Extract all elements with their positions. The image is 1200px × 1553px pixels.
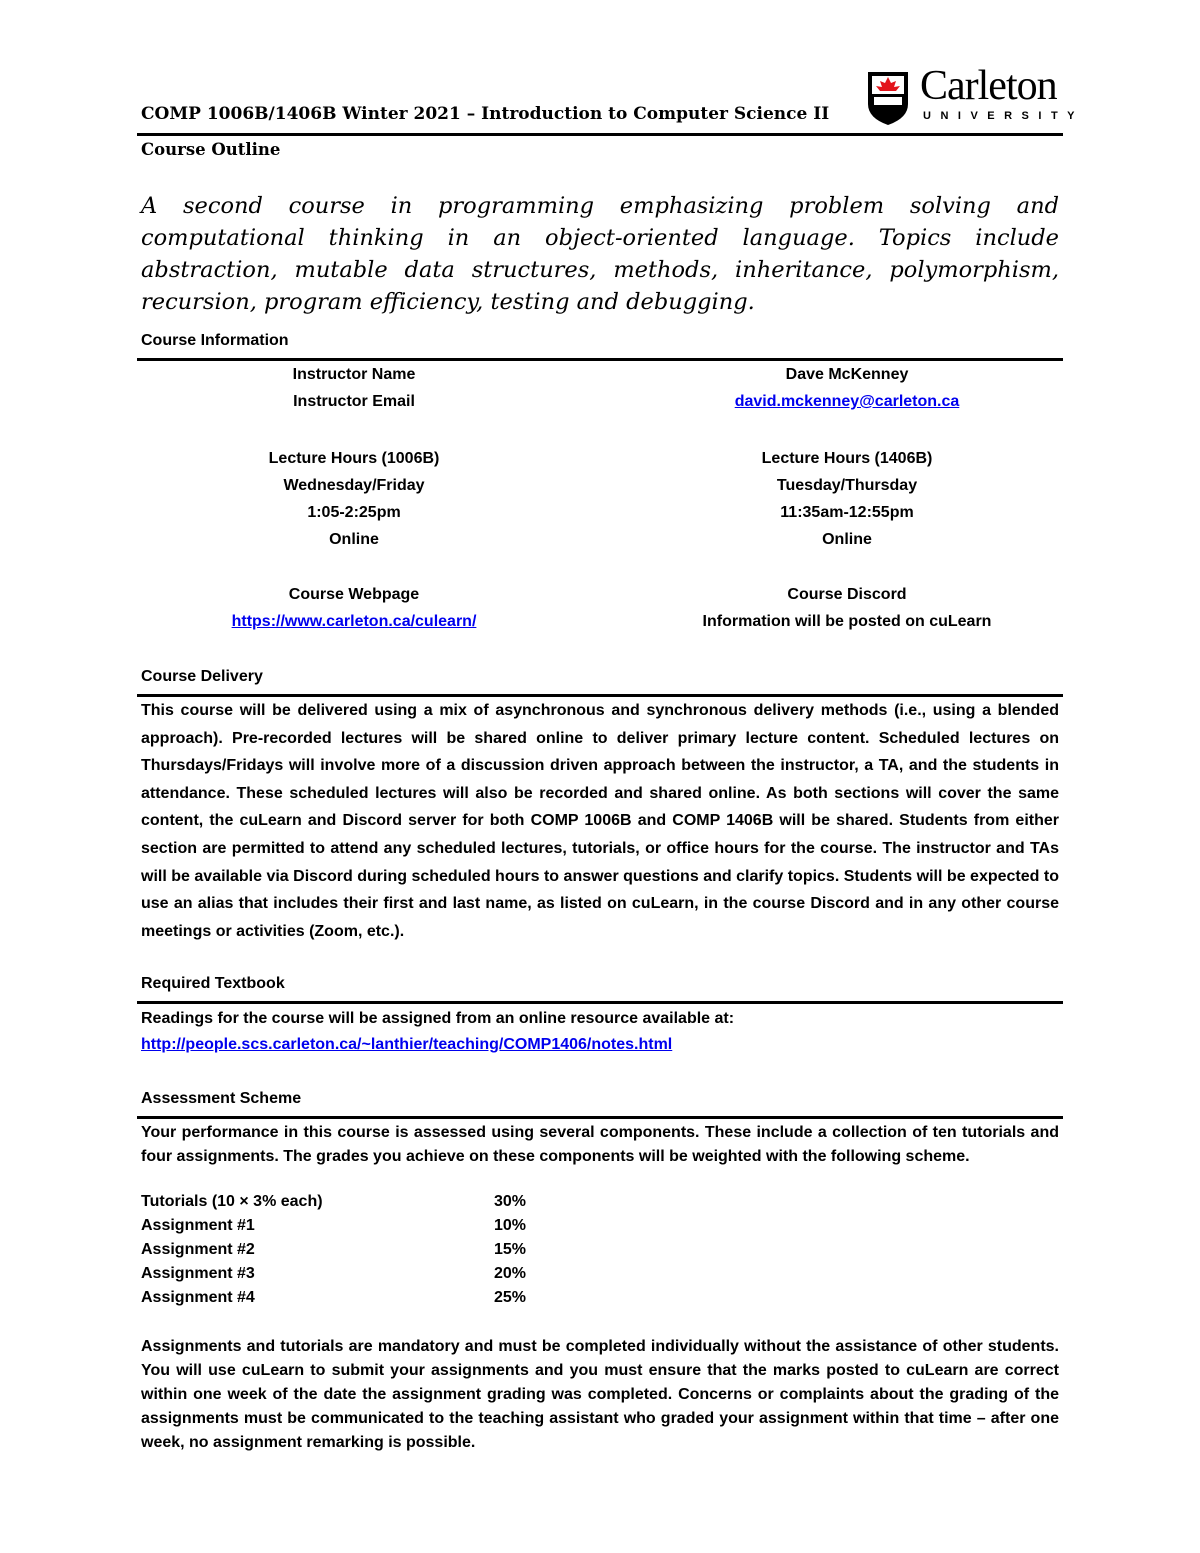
- course-delivery-heading: Course Delivery: [141, 668, 263, 685]
- assessment-item-weight: 10%: [494, 1217, 527, 1234]
- assessment-note: Assignments and tutorials are mandatory and must be completed individually without the assistance of other students. You will use cuLearn to submit your assignments and you must ensure that the marks posted to cuLearn are correct within one week of the date the assignment grading was completed. Concerns or complaints about the grading of the assignments must be communicated to the teaching assistant who graded your assignment within that time – after one week, no assignment remarking is possible.: [141, 1338, 1059, 1451]
- assessment-row: [141, 1289, 541, 1313]
- assessment-row: [141, 1241, 541, 1265]
- section-rule: [137, 1116, 1063, 1119]
- course-discord-label: Course Discord: [787, 586, 907, 603]
- assessment-row: [141, 1217, 541, 1241]
- lecture-days-1006: Wednesday/Friday: [283, 477, 425, 494]
- assessment-item-weight: 30%: [494, 1193, 527, 1210]
- assessment-item-name: Assignment #3: [141, 1265, 255, 1282]
- assessment-item-name: Assignment #4: [141, 1289, 255, 1306]
- instructor-name: Dave McKenney: [785, 366, 909, 383]
- info-right-column: [632, 361, 1062, 635]
- course-webpage-link[interactable]: https://www.carleton.ca/culearn/: [231, 613, 477, 630]
- course-information-heading: Course Information: [141, 332, 289, 349]
- lecture-mode-1406: Online: [822, 531, 872, 548]
- assessment-row: [141, 1193, 541, 1217]
- carleton-logo: [866, 63, 1085, 128]
- assessment-item-name: Assignment #2: [141, 1241, 255, 1258]
- assessment-item-weight: 15%: [494, 1241, 527, 1258]
- info-left-column: [139, 361, 569, 635]
- textbook-text: Readings for the course will be assigned from an online resource available at:: [141, 1010, 735, 1027]
- assessment-item-weight: 20%: [494, 1265, 527, 1282]
- section-rule: [137, 1001, 1063, 1004]
- course-delivery-text: This course will be delivered using a mix of asynchronous and synchronous delivery methods (i.e., using a blended approach). Pre-recorded lectures will be shared online to deliver primary lecture content. Scheduled lectures on Thursdays/Fridays will involve more of a discussion driven approach between the instructor, a TA, and the students in attendance. These scheduled lectures will also be recorded and shared online. As both sections will cover the same content, the cuLearn and Discord server for both COMP 1006B and COMP 1406B will be shared. Students from either section are permitted to attend any scheduled lectures, tutorials, or office hours for the course. The instructor and TAs will be available via Discord during scheduled hours to answer questions and clarify topics. Students will be expected to use an alias that includes their first and last name, as listed on cuLearn, in the course Discord and in any other course meetings or activities (Zoom, etc.).: [141, 702, 1059, 940]
- course-outline-label: Course Outline: [141, 140, 281, 159]
- lecture-hours-1006-label: Lecture Hours (1006B): [268, 450, 440, 467]
- assessment-intro: Your performance in this course is assessed using several components. These include a collection of ten tutorials and four assignments. The grades you achieve on these components will be weighted with the following scheme.: [141, 1124, 1059, 1165]
- lecture-time-1006: 1:05-2:25pm: [307, 504, 401, 521]
- document-title: COMP 1006B/1406B Winter 2021 – Introduction to Computer Science II: [141, 104, 830, 124]
- lecture-days-1406: Tuesday/Thursday: [776, 477, 918, 494]
- lecture-hours-1406-label: Lecture Hours (1406B): [761, 450, 933, 467]
- lecture-mode-1006: Online: [329, 531, 379, 548]
- header-rule: [137, 133, 1063, 136]
- logo-wordmark: Carleton: [920, 63, 1057, 109]
- instructor-name-label: Instructor Name: [292, 366, 416, 383]
- assessment-item-name: Tutorials (10 × 3% each): [141, 1193, 323, 1210]
- required-textbook-heading: Required Textbook: [141, 975, 285, 992]
- assessment-row: [141, 1265, 541, 1289]
- textbook-section: [141, 1006, 1059, 1058]
- textbook-link[interactable]: http://people.scs.carleton.ca/~lanthier/teaching/COMP1406/notes.html: [141, 1036, 673, 1053]
- crest-icon: [866, 70, 910, 126]
- course-description: A second course in programming emphasizing problem solving and computational thinking in an object-oriented language. Topics include abstraction, mutable data structures, methods, inheritance, polymorphism, recursion, program efficiency, testing and debugging.: [141, 193, 1059, 315]
- assessment-item-name: Assignment #1: [141, 1217, 255, 1234]
- course-webpage-label: Course Webpage: [288, 586, 420, 603]
- assessment-scheme-heading: Assessment Scheme: [141, 1090, 302, 1107]
- instructor-email-link[interactable]: david.mckenney@carleton.ca: [734, 393, 960, 410]
- instructor-email-label: Instructor Email: [293, 393, 415, 410]
- assessment-item-weight: 25%: [494, 1289, 527, 1306]
- lecture-time-1406: 11:35am-12:55pm: [780, 504, 914, 521]
- logo-subtext: UNIVERSITY: [923, 110, 1085, 122]
- course-discord-info: Information will be posted on cuLearn: [702, 613, 992, 630]
